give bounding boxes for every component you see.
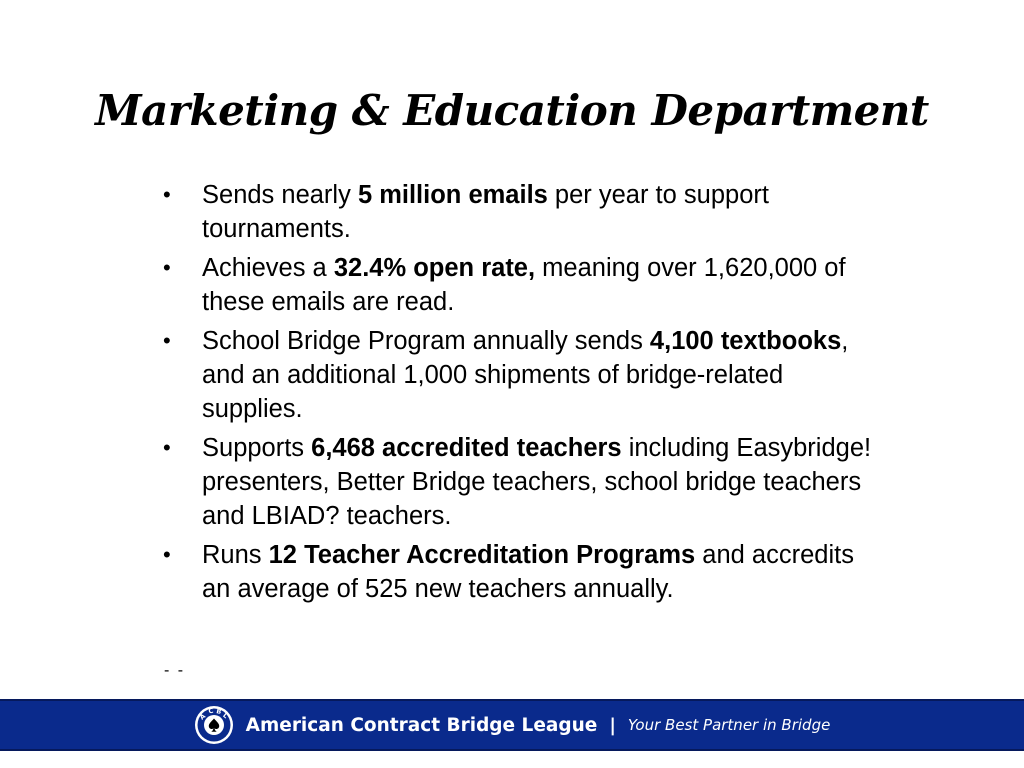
logo-letter-b: B [215,707,222,716]
tagline: Your Best Partner in Bridge [627,716,831,734]
bullet-text-pre: Achieves a [202,254,334,282]
acbl-spade-logo-icon [194,705,234,745]
bullet-dot: • [163,542,171,567]
bullet-text-bold: 32.4% open rate, [333,254,536,282]
footer-dashes: - - [164,662,186,679]
bullet-dot: • [163,255,171,280]
bullet-text-post: meaning over 1,620,000 of these emails are read. [202,254,846,316]
bullet-text-bold: 12 Teacher Accreditation Programs [268,541,696,569]
bullet-dot: • [163,182,171,207]
bullet-text-post: per year to support tournaments. [202,181,769,243]
slide-title: Marketing & Education Department [95,86,929,135]
bullet-item [160,538,880,606]
bullet-list [160,178,880,611]
bullet-text-pre: Runs [202,541,269,569]
bullet-text-post: and accredits an average of 525 new teachers annually. [202,541,854,603]
bullet-dot: • [163,435,171,460]
logo-letter-a: A [197,712,207,722]
bullet-dot: • [163,328,171,353]
bullet-text-pre: Sends nearly [202,181,358,209]
bullet-item [160,431,880,533]
bullet-text-post: , and an additional 1,000 shipments of bridge-related supplies. [202,327,849,423]
bullet-text-post: including Easybridge! presenters, Better Bridge teachers, school bridge teachers and LBIAD? teachers. [202,434,872,530]
footer-bar [0,699,1024,751]
bullet-item [160,324,880,426]
footer-separator: | [609,714,616,736]
bullet-item [160,178,880,246]
bullet-text-bold: 5 million emails [357,181,548,209]
bullet-text-pre: Supports [202,434,312,462]
bullet-item [160,251,880,319]
bullet-text-pre: School Bridge Program annually sends [202,327,650,355]
logo-letter-l: L [220,711,230,721]
bullet-text-bold: 4,100 textbooks [649,327,842,355]
org-name: American Contract Bridge League [245,714,598,736]
logo-letter-c: C [207,706,214,716]
bullet-text-bold: 6,468 accredited teachers [311,434,622,462]
